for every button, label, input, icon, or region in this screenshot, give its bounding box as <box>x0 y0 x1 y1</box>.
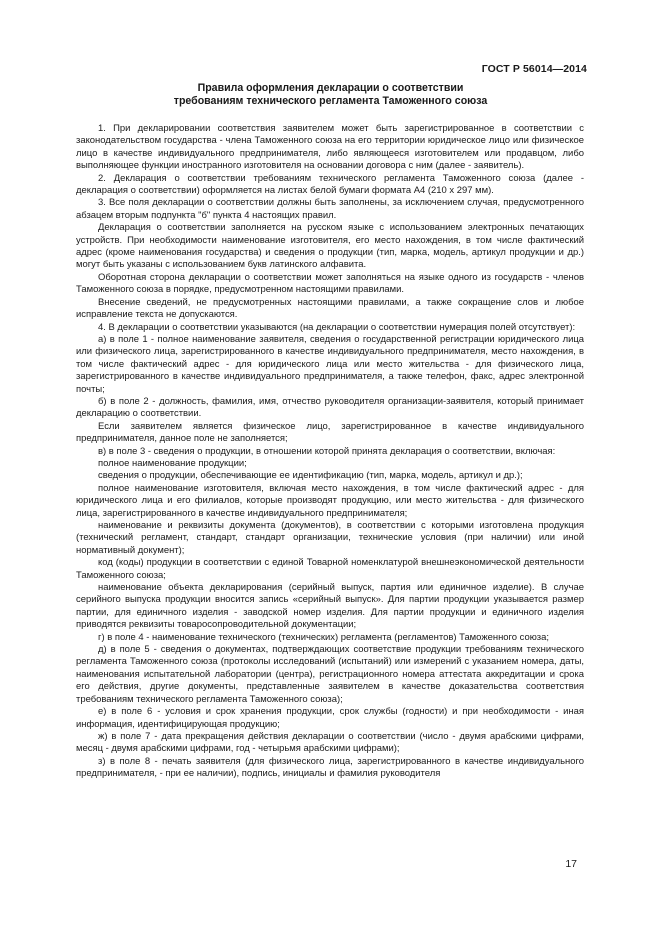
paragraph: 3. Все поля декларации о соответствии должны быть заполнены, за исключением случая, предусмотренного абзацем вторым подпункта "б" пункта 4 настоящих правил. <box>76 197 584 221</box>
paragraph: б) в поле 2 - должность, фамилия, имя, отчество руководителя организации-заявителя, который принимает декларацию о соответствии. <box>76 395 584 420</box>
paragraph: Декларация о соответствии заполняется на русском языке с использованием электронных печатающих устройств. При необходимости наименование изготовителя, его место нахождения, в том числе фактический адрес (кроме наименования государства) и сведения о продукции (тип, марка, модель, артикул продукции и др.) могут быть указаны с использованием букв латинского алфавита. <box>76 222 584 271</box>
paragraph: полное наименование изготовителя, включая место нахождения, в том числе фактический адрес - для юридического лица и его филиалов, которые производят продукцию, или место жительства - для физического лица, зарегистрированного в качестве индивидуального предпринимателя; <box>76 482 584 519</box>
paragraph: код (коды) продукции в соответствии с единой Товарной номенклатурой внешнеэкономической деятельности Таможенного союза; <box>76 557 584 581</box>
paragraph: 4. В декларации о соответствии указываются (на декларации о соответствии нумерация полей отсутствует): <box>98 321 576 333</box>
body-text <box>76 123 584 781</box>
section-title <box>0 82 661 108</box>
paragraph: з) в поле 8 - печать заявителя (для физического лица, зарегистрированного в качестве индивидуального предпринимателя, - при ее наличии), подпись, инициалы и фамилия руководителя <box>76 755 584 780</box>
paragraph: сведения о продукции, обеспечивающие ее идентификацию (тип, марка, модель, артикул и др.); <box>98 470 523 482</box>
document-code: ГОСТ Р 56014—2014 <box>481 63 587 75</box>
section-title-line-1: Правила оформления декларации о соответствии <box>197 82 464 94</box>
paragraph: ж) в поле 7 - дата прекращения действия декларации о соответствии (число - двумя арабскими цифрами, месяц - двумя арабскими цифрами, год - четырьмя арабскими цифрами); <box>76 730 584 755</box>
paragraph: 2. Декларация о соответствии требованиям технического регламента Таможенного союза (далее - декларация о соответствии) оформляется на листах белой бумаги формата А4 (210 x 297 мм). <box>76 172 584 197</box>
paragraph: д) в поле 5 - сведения о документах, подтверждающих соответствие продукции требованиям технического регламента Таможенного союза (протоколы исследований (испытаний) или измерений с указанием номера, даты, наименования испытательной лаборатории (центра), регистрационного номера аттестата аккредитации и срока его действия, другие документы, представленные заявителем в качестве доказательства соответствия требованиям технического регламента Таможенного союза); <box>76 644 584 705</box>
paragraph: г) в поле 4 - наименование технического (технических) регламента (регламентов) Таможенного союза; <box>98 631 550 643</box>
paragraph: 1. При декларировании соответствия заявителем может быть зарегистрированное в соответствии с законодательством государства - члена Таможенного союза на его территории юридическое лицо или физическое лицо в качестве индивидуального предпринимателя, либо являющееся изготовителем или продавцом, либо выполняющее функции иностранного изготовителя на основании договора с ним (далее - заявитель). <box>76 123 584 172</box>
paragraph: е) в поле 6 - условия и срок хранения продукции, срок службы (годности) и при необходимости - иная информация, идентифицирующая продукцию; <box>76 706 584 730</box>
paragraph: Если заявителем является физическое лицо, зарегистрированное в качестве индивидуального предпринимателя, данное поле не заполняется; <box>76 420 584 445</box>
paragraph: а) в поле 1 - полное наименование заявителя, сведения о государственной регистрации юридического лица или физического лица, зарегистрированного в качестве индивидуального предпринимателя, место нахождения, в том числе фактический адрес - для юридического лица или место жительства - для физического лица, зарегистрированного в качестве индивидуального предпринимателя, а также телефон, факс, адрес электронной почты; <box>76 333 584 395</box>
page-number: 17 <box>565 858 577 870</box>
paragraph: полное наименование продукции; <box>98 457 247 469</box>
section-title-line-2: требованиям технического регламента Таможенного союза <box>173 95 488 107</box>
paragraph: Внесение сведений, не предусмотренных настоящими правилами, а также сокращение слов и любое исправление текста не допускаются. <box>76 296 584 321</box>
paragraph: Оборотная сторона декларации о соответствии может заполняться на языке одного из государств - членов Таможенного союза в порядке, предусмотренном настоящими правилами. <box>76 271 584 296</box>
paragraph: в) в поле 3 - сведения о продукции, в отношении которой принята декларация о соответствии, включая: <box>98 445 556 457</box>
paragraph: наименование и реквизиты документа (документов), в соответствии с которыми изготовлена продукция (технический регламент, стандарт, стандарт организации, технические условия (при наличии) или иной нормативный документ); <box>76 520 584 556</box>
paragraph: наименование объекта декларирования (серийный выпуск, партия или единичное изделие). В случае серийного выпуска продукции вносится запись «серийный выпуск». Для партии продукции указывается размер партии, для единичного изделия - заводской номер изделия. Для партии продукции и единичного изделия приводятся реквизиты товаросопроводительной документации; <box>76 582 584 631</box>
